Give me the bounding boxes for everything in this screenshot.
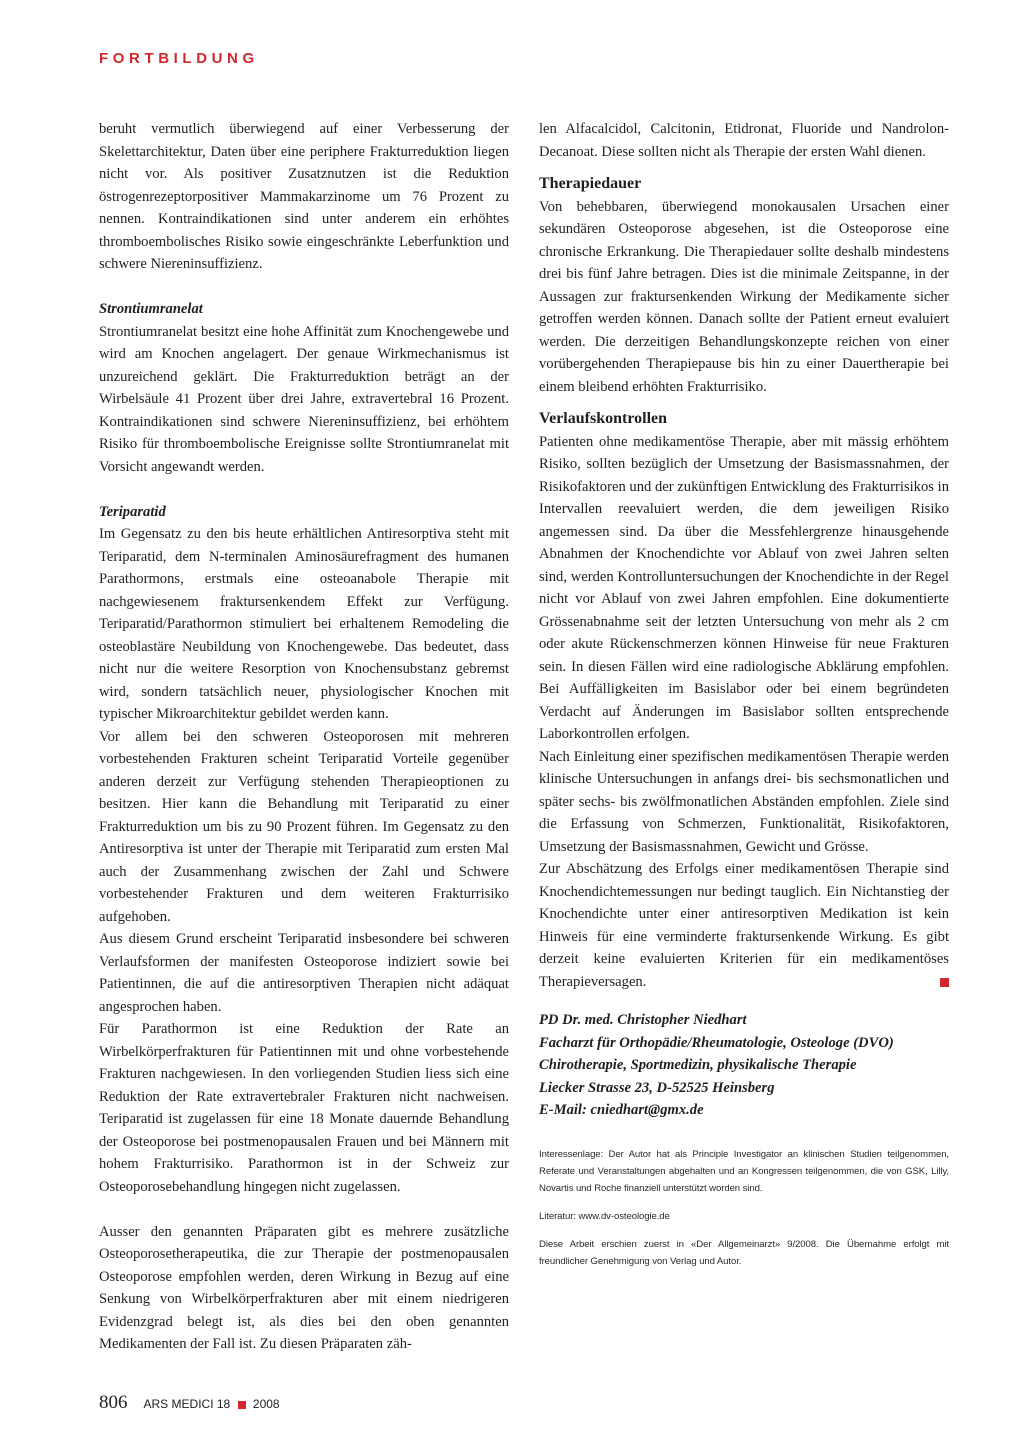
paragraph: Von behebbaren, überwiegend monokausalen Ursachen einer sekundären Osteoporose abgesehen, ist die Osteoporose eine chronische Erkrankung. Die Therapiedauer sollte deshalb mindestens drei bis fünf Jahre betragen. Dies ist die minimale Zeitspanne, in der Aussagen zur fraktursenkenden Wirkung der Medikamente sicher getroffen werden können. Danach sollte der Patient erneut evaluiert werden. Die derzeitigen Behandlungskonzepte reichen von einer vorübergehenden Therapiepause bis hin zu einer Dauertherapie bei einem bleibend erhöhten Frakturrisiko. [539,198,949,395]
note-literature: Literatur: www.dv-osteologie.de [539,1210,670,1222]
journal-year: 2008 [252,1397,280,1411]
author-name: PD Dr. med. Christopher Niedhart [539,1012,747,1028]
author-block [539,1009,949,1122]
paragraph-final [539,858,949,993]
section-heading-therapiedauer: Therapiedauer [539,175,642,192]
subheading-strontiumranelat: Strontiumranelat [99,301,203,317]
paragraph: Strontiumranelat besitzt eine hohe Affinität zum Knochengewebe und wird am Knochen angelagert. Der genaue Wirkmechanismus ist unzureichend geklärt. Die Frakturreduktion beträgt an der Wirbelsäule 41 Prozent über drei Jahre, extravertebral 16 Prozent. Kontraindikationen sind schwere Niereninsuffizienz, bei erhöhtem Risiko für thromboembolische Ereignisse sollte Strontiumranelat mit Vorsicht angewandt werden. [99,323,509,475]
author-title: Facharzt für Orthopädie/Rheumatologie, Osteologe (DVO) [539,1034,894,1051]
end-of-article-icon [940,978,949,987]
right-column [539,118,949,1270]
author-email: E-Mail: cniedhart@gmx.de [539,1102,704,1118]
footnotes [539,1146,949,1270]
paragraph: Patienten ohne medikamentöse Therapie, aber mit mässig erhöhtem Risiko, sollten bezüglich der Umsetzung der Basismassnahmen, der Risikofaktoren und der zukünftigen Entwicklung des Frakturrisikos in Intervallen reevaluiert werden, die dem jeweiligen Risiko angemessen sind. Da über die Messfehlergrenze hinausgehende Abnahmen der Knochendichte vor Ablauf von zwei Jahren selten sind, werden Kontrolluntersuchungen der Knochendichte in der Regel nicht vor Ablauf von zwei Jahren empfohlen. Eine dokumentierte Grössenabnahme seit der letzten Untersuchung von mehr als 2 cm oder akute Rückenschmerzen können Hinweise für neue Frakturen sein. In diesen Fällen wird eine radiologische Abklärung empfohlen. Bei Auffälligkeiten im Basislabor oder bei einem begründeten Verdacht auf Änderungen im Basislabor sollten entsprechende Laborkontrollen erfolgen. [539,433,949,742]
journal-name: ARS MEDICI 18 [143,1397,231,1411]
paragraph: Im Gegensatz zu den bis heute erhältlichen Antiresorptiva steht mit Teriparatid, dem N-terminalen Aminosäurefragment des humanen Parathormons, erstmals eine osteoanabole Therapie mit nachgewiesenem fraktursenkendem Effekt zur Verfügung. Teriparatid/Parathormon stimuliert bei erhaltenem Remodeling die osteoblastäre Neubildung von Knochengewebe. Das bedeutet, dass nicht nur die weitere Resorption von Knochensubstanz gebremst wird, sondern tatsächlich neuer, physiologischer Knochen mit typischer Mikroarchitektur gebildet werden kann. [99,526,509,722]
subheading-teriparatid: Teriparatid [99,503,166,520]
author-specialties: Chirotherapie, Sportmedizin, physikalische Therapie [539,1057,857,1073]
separator-square-icon [238,1401,246,1409]
paragraph: beruht vermutlich überwiegend auf einer Verbesserung der Skelettarchitektur, Daten über eine periphere Frakturreduktion liegen nicht vor. Als positiver Zusatznutzen ist die Reduktion östrogenrezeptorpositiver Mammakarzinome um 76 Prozent zu nennen. Kontraindikationen sind unter anderem ein erhöhtes thromboembolisches Risiko sowie eingeschränkte Leberfunktion und schwere Niereninsuffizienz. [99,121,509,272]
paragraph: Vor allem bei den schweren Osteoporosen mit mehreren vorbestehenden Frakturen scheint Teriparatid Vorteile gegenüber anderen derzeit zur Verfügung stehenden Therapieoptionen zu besitzen. Hier kann die Behandlung mit Teriparatid zu einer Frakturreduktion um bis zu 90 Prozent führen. Im Gegensatz zu den Antiresorptiva ist unter der Therapie mit Teriparatid zum ersten Mal auch der Zusammenhang zwischen der Zahl und Schwere vorbestehender Frakturen und dem weiteren Frakturrisiko aufgehoben. [99,728,509,925]
author-address: Liecker Strasse 23, D-52525 Heinsberg [539,1079,775,1096]
paragraph: Aus diesem Grund erscheint Teriparatid insbesondere bei schweren Verlaufsformen der manifesten Osteoporose indiziert sowie bei Patientinnen, die auf die antiresorptiven Therapien nicht adäquat angesprochen haben. [99,931,509,1015]
section-heading-verlaufskontrollen: Verlaufskontrollen [539,410,668,427]
paragraph: Nach Einleitung einer spezifischen medikamentösen Therapie werden klinische Untersuchungen in anfangs drei- bis sechsmonatlichen und später sechs- bis zwölfmonatlichen Abständen empfohlen. Ziele sind die Erfassung von Schmerzen, Funktionalität, Risikofaktoren, Umsetzung der Basismassnahmen, Gewicht und Grösse. [539,748,949,855]
page-number: 806 [99,1392,128,1413]
note-interests: Interessenlage: Der Autor hat als Principle Investigator an klinischen Studien teilgenommen, Referate und Veranstaltungen abgehalten und an Kongressen teilgenommen, die von GSK, Lilly, Novartis und Roche finanziell unterstützt worden sind. [539,1148,949,1194]
paragraph: Für Parathormon ist eine Reduktion der Rate an Wirbelkörperfrakturen für Patientinnen mit und ohne vorbestehende Frakturen nachgewiesen. In den vorliegenden Studien liess sich eine Reduktion der Rate extravertebraler Frakturen nicht nachweisen. Teriparatid ist zugelassen für eine 18 Monate dauernde Behandlung der Osteoporose bei postmenopausalen Frauen und bei Männern mit hohem Frakturrisiko. Parathormon ist in der Schweiz zur Osteoporosebehandlung hingegen nicht zugelassen. [99,1021,509,1195]
paragraph-text: Zur Abschätzung des Erfolgs einer medikamentösen Therapie sind Knochendichtemessungen nur bedingt tauglich. Ein Nichtanstieg der Knochendichte unter einer antiresorptiven Medikation ist kein Hinweis für eine verminderte fraktursenkende Wirkung. Es gibt derzeit keine evaluierten Kriterien für ein medikamentöses Therapieversagen. [539,861,949,990]
page-footer [99,1392,280,1414]
paragraph: len Alfacalcidol, Calcitonin, Etidronat, Fluoride und Nandrolon-Decanoat. Diese sollten nicht als Therapie der ersten Wahl dienen. [539,121,949,160]
left-column [99,118,509,1356]
section-header: FORTBILDUNG [99,50,259,67]
paragraph: Ausser den genannten Präparaten gibt es mehrere zusätzliche Osteoporosetherapeutika, die zur Therapie der postmenopausalen Osteoporose empfohlen werden, deren Wirkung in Bezug auf eine Senkung von Wirbelkörperfrakturen aber mit einem niedrigeren Evidenzgrad belegt ist, als dies bei den oben genannten Medikamenten der Fall ist. Zu diesen Präparaten zäh- [99,1223,509,1352]
note-origin: Diese Arbeit erschien zuerst in «Der Allgemeinarzt» 9/2008. Die Übernahme erfolgt mit freundlicher Genehmigung von Verlag und Autor. [539,1238,949,1267]
